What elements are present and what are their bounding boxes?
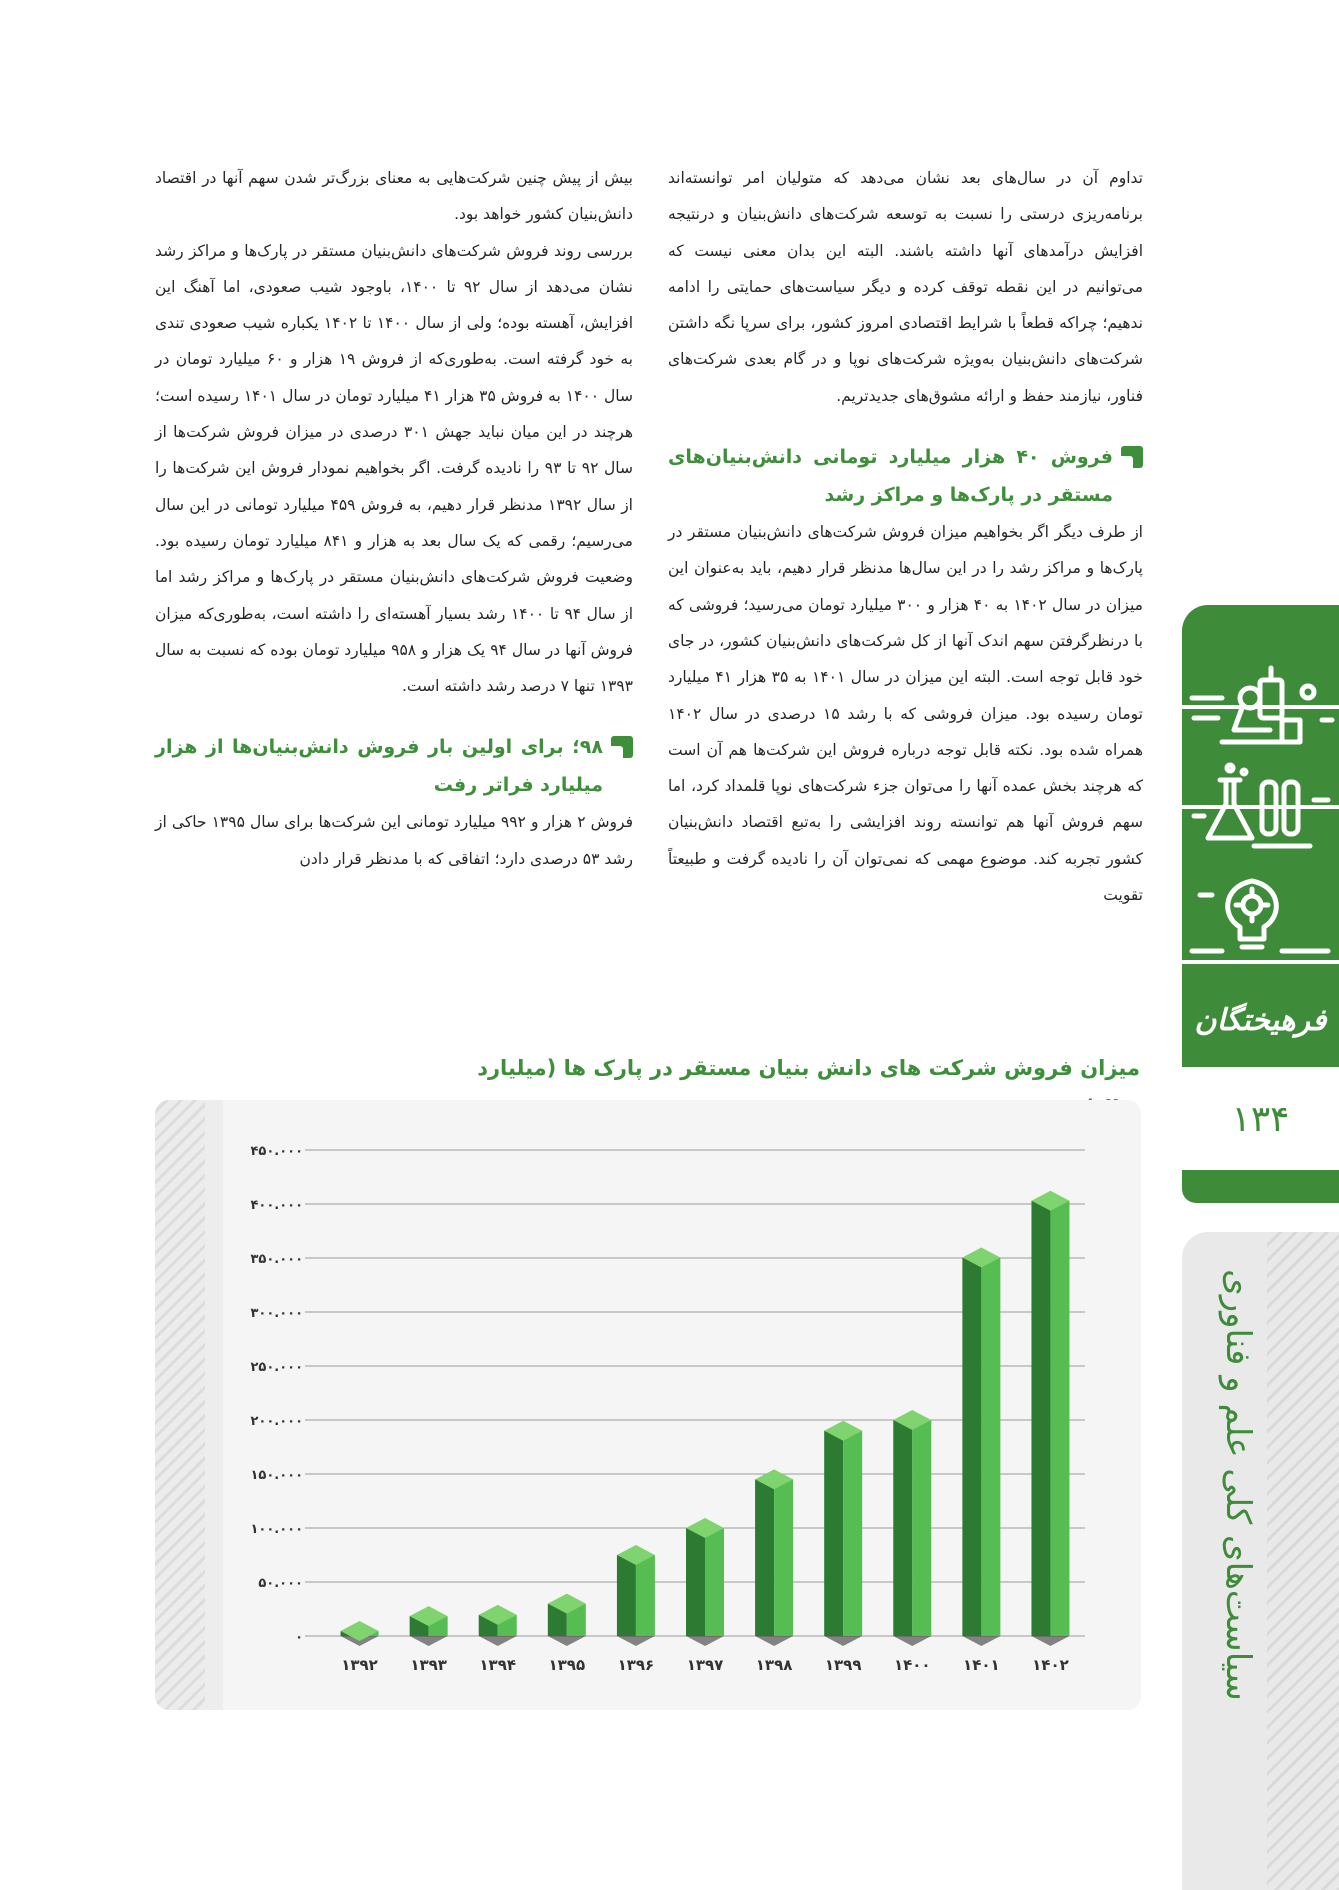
right-column [668, 160, 1143, 913]
vertical-book-title [1188, 1250, 1288, 1720]
left-paragraph-2: بررسی روند فروش شرکت‌های دانش‌بنیان مستقر در پارک‌ها و مراکز رشد نشان می‌دهد از سال ۹۲ تا ۱۴۰۰، باوجود شیب صعودی، اما آهنگ این افزایش، آهسته بوده؛ ولی از سال ۱۴۰۰ تا ۱۴۰۲ یکباره شیب صعودی تندی به خود گرفته است. به‌طوری‌که از فروش ۱۹ هزار و ۶۰ میلیارد تومان در سال ۱۴۰۰ به فروش ۳۵ هزار ۴۱ میلیارد تومان در سال ۱۴۰۱ رسیده است؛ هرچند در این میان نباید جهش ۳۰۱ درصدی در میزان فروش شرکت‌ها از سال ۹۲ تا ۹۳ را نادیده گرفت. اگر بخواهیم نمودار فروش این شرکت‌ها را از سال ۱۳۹۲ مدنظر قرار دهیم، به فروش ۴۵۹ میلیارد تومانی در این سال می‌رسیم؛ رقمی که یک سال بعد به هزار و ۸۴۱ میلیارد تومان رسیده بود. وضعیت فروش شرکت‌های دانش‌بنیان مستقر در پارک‌ها و مراکز رشد اما از سال ۹۴ تا ۱۴۰۰ رشد بسیار آهسته‌ای را داشته است، به‌طوری‌که میزان فروش آنها در سال ۹۴ یک هزار و ۹۵۸ میلیارد تومان بوده که نسبت به سال ۱۳۹۳ تنها ۷ درصد رشد داشته است. [155, 241, 634, 696]
y-tick-label: ۱۰۰.۰۰۰ [250, 1522, 303, 1537]
bar-right-face [774, 1479, 793, 1636]
bar-right-face [981, 1258, 1000, 1636]
bar [824, 1421, 862, 1646]
bar [1031, 1191, 1069, 1646]
bar-chart [155, 1100, 1141, 1710]
x-tick-label: ۱۳۹۵ [548, 1656, 586, 1674]
y-tick-label: ۴۰۰.۰۰۰ [250, 1198, 303, 1213]
bar-left-face [755, 1479, 774, 1636]
brand-logo: فرهیختگان [1194, 1002, 1327, 1038]
vertical-title-text: سیاست‌های کلی علم و فناوری [1218, 1269, 1258, 1701]
bar-left-face [893, 1420, 912, 1636]
plot-area [223, 1100, 1141, 1710]
y-tick-label: ۲۵۰.۰۰۰ [250, 1360, 303, 1375]
right-heading-text: فروش ۴۰ هزار میلیارد تومانی دانش‌بنیان‌های مستقر در پارک‌ها و مراکز رشد [668, 446, 1113, 507]
y-tick-label: ۳۰۰.۰۰۰ [250, 1306, 303, 1321]
y-tick-label: ۲۰۰.۰۰۰ [250, 1414, 303, 1429]
bar [548, 1594, 586, 1646]
bar-left-face [824, 1431, 843, 1636]
bar [617, 1545, 655, 1646]
x-tick-label: ۱۳۹۹ [824, 1656, 862, 1674]
x-tick-label: ۱۴۰۲ [1032, 1656, 1069, 1674]
bar-left-face [686, 1528, 705, 1636]
right-section-heading [668, 438, 1143, 514]
bar-left-face [617, 1555, 636, 1636]
section-marker-icon [611, 736, 633, 758]
y-tick-label: ۵۰.۰۰۰ [258, 1576, 303, 1591]
chemistry-flask-icon [1182, 760, 1339, 860]
y-tick-label: ۴۵۰.۰۰۰ [250, 1144, 303, 1159]
x-tick-label: ۱۳۹۶ [617, 1656, 655, 1674]
right-paragraph-2: از طرف دیگر اگر بخواهیم میزان فروش شرکت‌های دانش‌بنیان مستقر در پارک‌ها و مراکز رشد را در این سال‌ها مدنظر قرار دهیم، باید به‌عنوان این میزان در سال ۱۴۰۲ به ۴۰ هزار و ۳۰۰ میلیارد تومان می‌رسید؛ فروشی که با درنظرگرفتن سهم اندک آنها از کل شرکت‌های دانش‌بنیان کشور، در جای خود قابل توجه است. البته این میزان در سال ۱۴۰۱ به ۳۵ هزار ۴۱ میلیارد تومان رسیده بود. میزان فروشی که با رشد ۱۵ درصدی در سال ۱۴۰۲ همراه شده بود. نکته قابل توجه درباره فروش این شرکت‌ها هم آن است که هرچند بخش عمده آنها را می‌توان جزء شرکت‌های نوپا قلمداد کرد، اما سهم فروش آنها هم توانسته روند افزایشی را به‌تبع اقتصاد دانش‌بنیان کشور تجربه کند. موضوع مهمی که نمی‌توان آن را نادیده گرفت و طبیعتاً تقویت [668, 523, 1143, 905]
bar [962, 1248, 1000, 1646]
x-tick-label: ۱۳۹۲ [341, 1656, 378, 1674]
x-tick-label: ۱۴۰۰ [893, 1656, 931, 1674]
bar-right-face [912, 1420, 931, 1636]
lightbulb-gear-icon [1182, 865, 1339, 965]
section-marker-icon [1121, 446, 1143, 468]
y-tick-label: ۱۵۰.۰۰۰ [250, 1468, 303, 1483]
microscope-icon [1182, 660, 1339, 760]
bar-left-face [962, 1258, 981, 1636]
bar [893, 1410, 931, 1646]
sidebar-accent-bar [1182, 1170, 1339, 1203]
left-paragraph-1: بیش از پیش چنین شرکت‌هایی به معنای بزرگ‌تر شدن سهم آنها در اقتصاد دانش‌بنیان کشور خواهد بود. [155, 169, 633, 224]
y-tick-label: ۰ [295, 1630, 303, 1645]
left-column [155, 160, 633, 877]
bar-right-face [1050, 1201, 1069, 1636]
left-section-heading [155, 728, 633, 804]
y-tick-label: ۳۵۰.۰۰۰ [250, 1252, 303, 1267]
left-paragraph-3: فروش ۲ هزار و ۹۹۲ میلیارد تومانی این شرکت‌ها برای سال ۱۳۹۵ حاکی از رشد ۵۳ درصدی دارد؛ اتفاقی که با مدنظر قرار دادن [155, 813, 633, 868]
page-number: ۱۳۴ [1231, 1099, 1290, 1140]
bar-right-face [636, 1555, 655, 1636]
bar [686, 1518, 724, 1646]
x-tick-label: ۱۳۹۷ [686, 1656, 724, 1674]
bar-right-face [843, 1431, 862, 1636]
bar-left-face [1031, 1201, 1050, 1636]
chart-panel [155, 1100, 1141, 1710]
x-tick-label: ۱۴۰۱ [963, 1656, 1000, 1674]
right-paragraph-1: تداوم آن در سال‌های بعد نشان می‌دهد که متولیان امر توانسته‌اند برنامه‌ریزی درستی را نسبت به توسعه شرکت‌های دانش‌بنیان و درنتیجه افزایش درآمدهای آنها داشته باشند. البته این بدان معنی نیست که می‌توانیم در این نقطه توقف کرده و دیگر سیاست‌های حمایتی را ادامه ندهیم؛ چراکه قطعاً با شرایط اقتصادی امروز کشور، برای سرپا نگه داشتن شرکت‌های دانش‌بنیان به‌ویژه شرکت‌های نوپا و در گام بعدی شرکت‌های فناور، نیازمند حفظ و ارائه مشوق‌های جدیدتریم. [668, 169, 1143, 405]
bar [755, 1469, 793, 1646]
left-heading-text: ۹۸؛ برای اولین بار فروش دانش‌بنیان‌ها از هزار میلیارد فراتر رفت [155, 736, 603, 797]
chart-title: میزان فروش شرکت های دانش بنیان مستقر در پارک ها (میلیارد [477, 1056, 1140, 1080]
x-tick-label: ۱۳۹۳ [410, 1656, 447, 1674]
x-tick-label: ۱۳۹۴ [479, 1656, 517, 1674]
x-tick-label: ۱۳۹۸ [755, 1656, 793, 1674]
bar-right-face [705, 1528, 724, 1636]
